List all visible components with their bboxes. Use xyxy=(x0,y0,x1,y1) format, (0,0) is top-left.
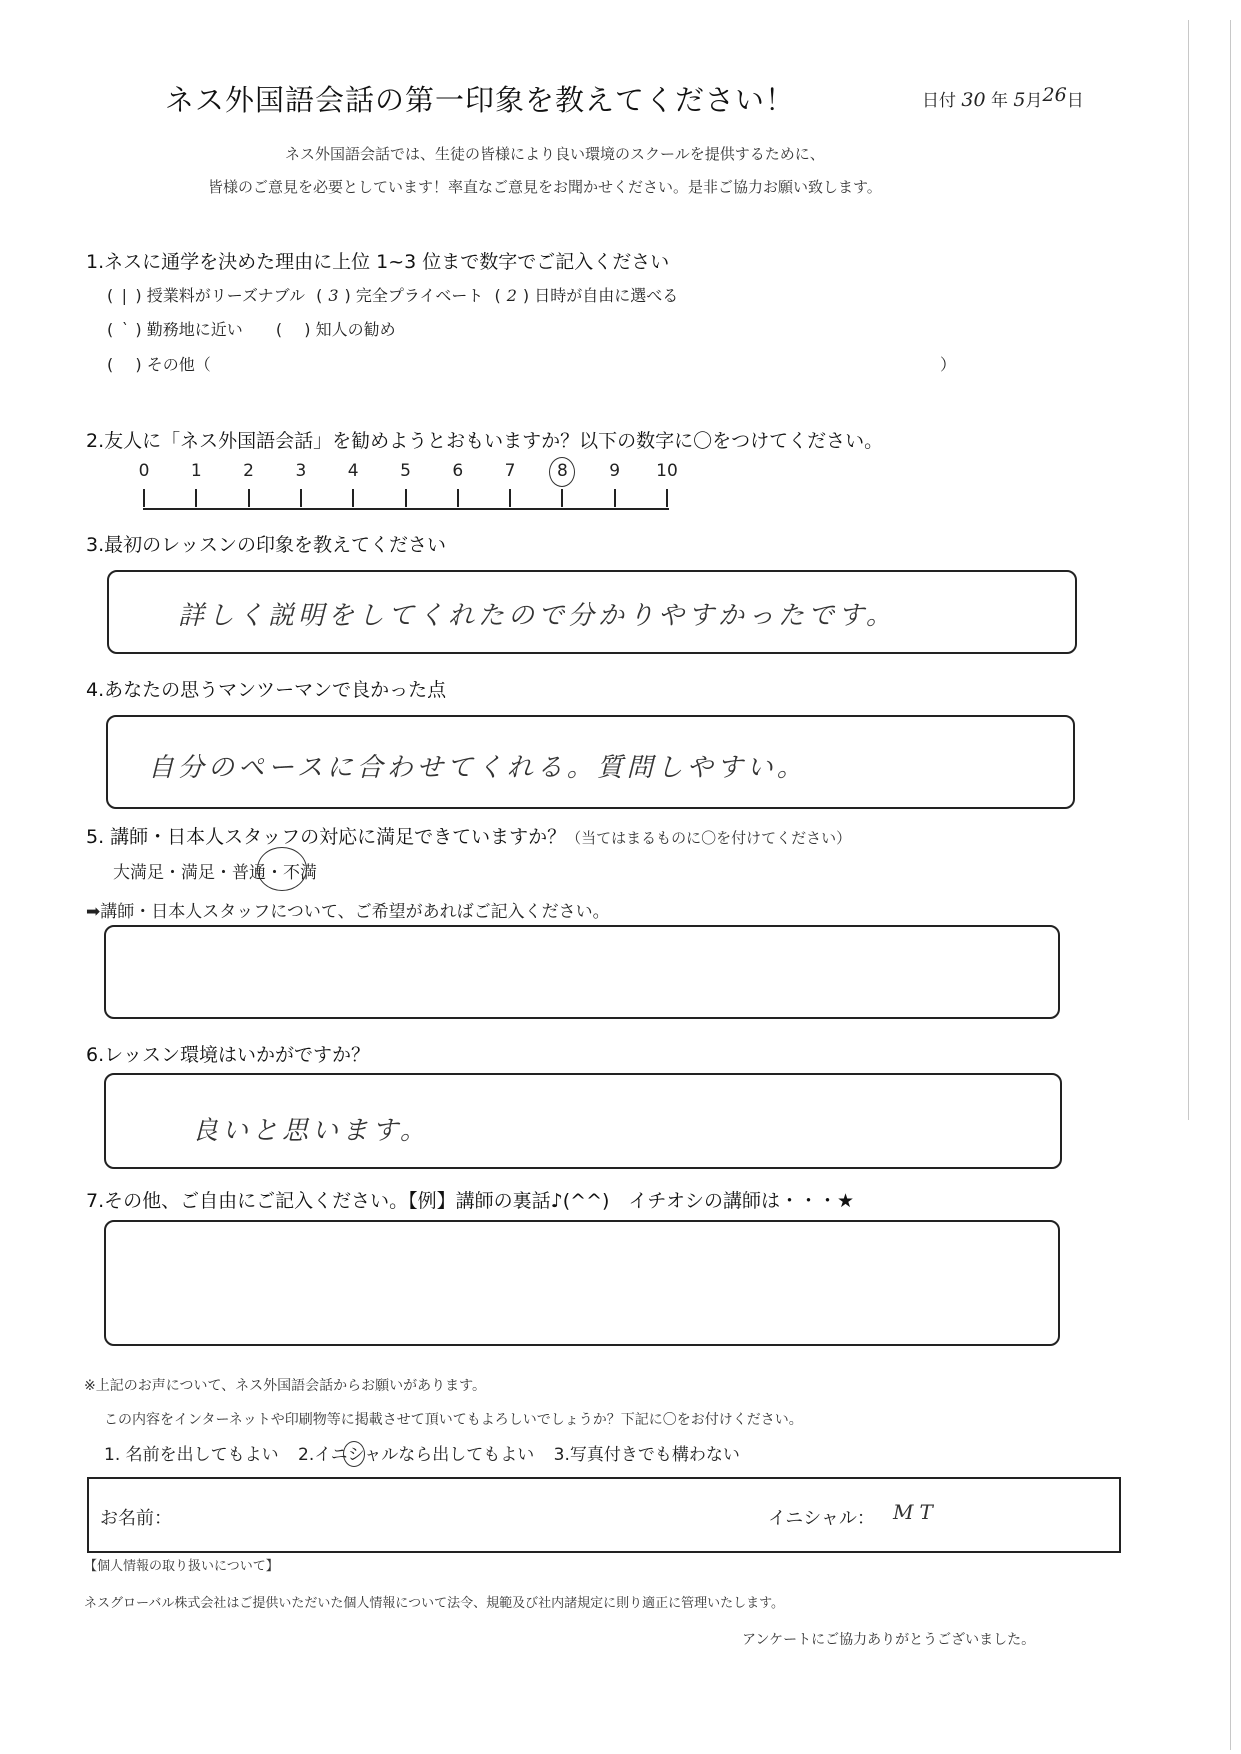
date-month-unit: 月 xyxy=(1025,91,1043,111)
date-field xyxy=(922,86,1084,111)
q7-answer-box[interactable] xyxy=(104,1220,1060,1346)
q1-option[interactable]: ( 2 ) 日時が自由に選べる xyxy=(494,286,679,305)
q5-question-text: 5. 講師・日本人スタッフの対応に満足できていますか？ xyxy=(86,826,567,848)
name-label: お名前： xyxy=(100,1508,172,1529)
q2-question: 2.友人に「ネス外国語会話」を勧めようとおもいますか？以下の数字に〇をつけてください。 xyxy=(86,430,884,452)
scale-label-0[interactable]: 0 xyxy=(138,461,150,481)
selected-option-circle xyxy=(343,1441,365,1467)
q1-option[interactable]: ( ` ) 勤務地に近い xyxy=(107,320,243,339)
option-label: 授業料がリーズナブル xyxy=(146,286,305,305)
separator: ・ xyxy=(164,863,181,883)
scale-label-7[interactable]: 7 xyxy=(504,461,516,481)
option-label: 日時が自由に選べる xyxy=(534,286,679,305)
q1-other-close: ） xyxy=(940,355,957,374)
q1-option[interactable]: ( ) 知人の勧め xyxy=(275,320,396,339)
date-year-unit: 年 xyxy=(991,91,1008,111)
rank-mark: 3 xyxy=(328,286,339,305)
q6-answer: 良いと思います。 xyxy=(192,1116,430,1146)
option-label: 完全プライベート xyxy=(355,286,484,305)
date-day-unit: 日 xyxy=(1066,91,1084,111)
publish-request: この内容をインターネットや印刷物等に掲載させて頂いてもよろしいでしょうか？下記に〇をお付けください。 xyxy=(104,1412,803,1428)
scale-tick xyxy=(248,489,250,507)
publish-note: ※上記のお声について、ネス外国語会話からお願いがあります。 xyxy=(84,1378,487,1394)
initial-value[interactable]: MT xyxy=(893,1500,939,1524)
initial-label: イニシャル： xyxy=(768,1508,875,1529)
publish-option-photo[interactable]: 3.写真付きでも構わない xyxy=(553,1445,740,1465)
scale-baseline xyxy=(143,508,669,510)
scale-tick xyxy=(509,489,511,507)
scale-tick xyxy=(666,489,668,507)
scale-label-4[interactable]: 4 xyxy=(347,461,359,481)
publish-option-name[interactable]: 1. 名前を出してもよい xyxy=(104,1445,279,1465)
choice-normal[interactable]: 普通 xyxy=(232,863,266,883)
q3-question: 3.最初のレッスンの印象を教えてください xyxy=(86,534,446,556)
page-title: ネス外国語会話の第一印象を教えてください！ xyxy=(165,83,796,117)
option-label: その他（ xyxy=(146,355,211,374)
scale-tick xyxy=(300,489,302,507)
option-label: 勤務地に近い xyxy=(146,320,243,339)
rank-mark: | xyxy=(121,286,128,305)
date-day[interactable]: 26 xyxy=(1042,84,1067,106)
q3-answer: 詳しく説明をしてくれたので分かりやすかったです。 xyxy=(178,601,896,631)
choice-satisfied[interactable]: 満足 xyxy=(181,863,215,883)
scale-label-3[interactable]: 3 xyxy=(295,461,307,481)
intro-line-2: 皆様のご意見を必要としています！率直なご意見をお聞かせください。是非ご協力お願い致します。 xyxy=(208,178,882,196)
rank-mark: ` xyxy=(120,320,129,339)
thanks-text: アンケートにご協力ありがとうございました。 xyxy=(742,1632,1036,1648)
q1-option[interactable]: ( ) その他（ xyxy=(107,355,211,374)
scale-label-2[interactable]: 2 xyxy=(243,461,255,481)
q1-option[interactable]: ( 3 ) 完全プライベート xyxy=(316,286,484,305)
scale-tick xyxy=(195,489,197,507)
q4-answer: 自分のペースに合わせてくれる。質問しやすい。 xyxy=(148,753,807,783)
date-year[interactable]: 30 xyxy=(961,89,986,111)
q5-followup: ➡講師・日本人スタッフについて、ご希望があればご記入ください。 xyxy=(86,902,610,922)
intro-line-1: ネス外国語会話では、生徒の皆様により良い環境のスクールを提供するために、 xyxy=(285,145,825,163)
q6-question: 6.レッスン環境はいかがですか？ xyxy=(86,1044,370,1066)
publish-option-initial[interactable]: 2.イニシャルなら出してもよい xyxy=(298,1445,535,1465)
scan-edge-line xyxy=(1188,20,1189,1120)
q1-question: 1.ネスに通学を決めた理由に上位 1~3 位まで数字でご記入ください xyxy=(86,251,670,273)
scale-label-9[interactable]: 9 xyxy=(609,461,621,481)
scale-label-10[interactable]: 10 xyxy=(656,461,678,481)
scale-label-8[interactable]: 8 xyxy=(556,461,568,481)
privacy-text: ネスグローバル株式会社はご提供いただいた個人情報について法令、規範及び社内諸規定に則り適正に管理いたします。 xyxy=(84,1596,785,1611)
publish-options xyxy=(104,1440,740,1465)
q1-option[interactable]: ( | ) 授業料がリーズナブル xyxy=(107,286,305,305)
selected-choice-circle xyxy=(257,847,307,891)
scale-tick xyxy=(561,489,563,507)
q5-followup-box[interactable] xyxy=(104,925,1060,1019)
separator: ・ xyxy=(266,863,283,883)
scale-tick xyxy=(614,489,616,507)
q5-note: （当てはまるものに〇を付けてください） xyxy=(566,829,852,847)
q1-row-3 xyxy=(107,352,211,375)
scale-label-1[interactable]: 1 xyxy=(190,461,202,481)
scale-tick xyxy=(405,489,407,507)
scale-label-5[interactable]: 5 xyxy=(400,461,411,481)
name-box xyxy=(87,1477,1121,1553)
rank-mark: 2 xyxy=(506,286,517,305)
scale-tick xyxy=(143,489,145,507)
q1-row-1 xyxy=(107,283,678,306)
scale-tick xyxy=(352,489,354,507)
date-month[interactable]: 5 xyxy=(1013,89,1026,111)
choice-unsatisfied[interactable]: 不満 xyxy=(283,863,317,883)
q1-row-2 xyxy=(107,317,396,340)
q4-question: 4.あなたの思うマンツーマンで良かった点 xyxy=(86,679,447,701)
scale-label-6[interactable]: 6 xyxy=(452,461,464,481)
q5-question xyxy=(86,822,851,849)
scan-edge-line xyxy=(1230,20,1231,1750)
scale-tick xyxy=(457,489,459,507)
choice-very-satisfied[interactable]: 大満足 xyxy=(113,863,164,883)
privacy-heading: 【個人情報の取り扱いについて】 xyxy=(84,1559,279,1574)
q7-question: 7.その他、ご自由にご記入ください。【例】講師の裏話♪(^^) イチオシの講師は・・・★ xyxy=(86,1190,855,1212)
separator: ・ xyxy=(215,863,232,883)
option-label: 知人の勧め xyxy=(315,320,396,339)
date-prefix: 日付 xyxy=(922,91,956,111)
selected-score-circle xyxy=(549,457,575,487)
